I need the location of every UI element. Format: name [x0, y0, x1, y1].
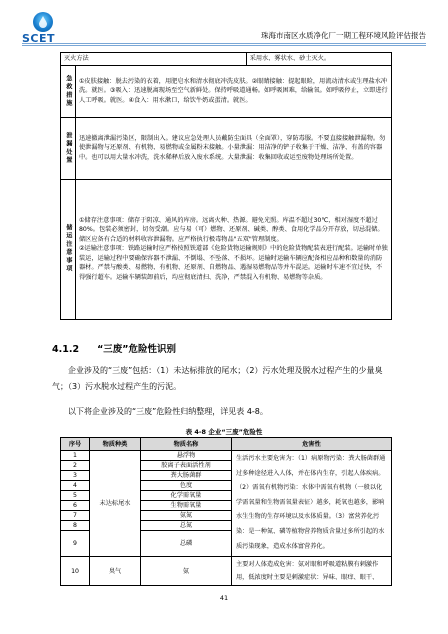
- substance-name: 生物需氧量: [141, 501, 232, 511]
- row-no: 1: [61, 451, 90, 461]
- substance-name: 悬浮物: [141, 451, 232, 461]
- category-spill-handling: 泄漏处置: [61, 117, 76, 179]
- header-title: 珠海市南区水质净化厂一期工程环境风险评估报告: [261, 31, 426, 40]
- col-header-hazard: 危害性: [232, 438, 392, 451]
- row-no: 5: [61, 491, 90, 501]
- reference-paragraph: 以下将企业涉及的“三废”危险性归纳整理，详见表 4-8。: [68, 407, 268, 416]
- col-header-kind: 物质种类: [90, 438, 141, 451]
- row-no: 10: [61, 557, 90, 586]
- substance-name: 色度: [141, 481, 232, 491]
- waste-hazard-table: [60, 437, 392, 586]
- section-heading: [52, 341, 176, 355]
- first-aid-text: ①皮肤接触：脱去污染的衣着，用肥皂水和清水彻底冲洗皮肤。②眼睛接触：提起眼睑，用流动清水或生理盐水冲洗。就医。③吸入：迅速脱离现场至空气新鲜处。保持呼吸道通畅。如呼吸困难，给输氧。如呼吸停止，立即进行人工呼吸。就医。④食入：用水漱口，给饮牛奶或蛋清。就医。: [76, 65, 392, 117]
- substance-name: 粪大肠菌群: [141, 471, 232, 481]
- chemical-safety-table: [60, 52, 392, 320]
- header-rule: [22, 43, 426, 44]
- storage-transport-cell: [76, 179, 392, 319]
- table-caption: 表 4-8 企业“三废”危险性: [185, 428, 263, 436]
- row-no: 9: [61, 531, 90, 557]
- transport-notes: ②运输注意事项：铁路运输时应严格按照铁道部《危险货物运输规则》中的危险货物配装表进行配装。运输时单独装运，运输过程中要确保容器不泄漏、不倒塌、不坠落、不损坏。运输时运输车辆应配备相应品种和数量的消防器材。严禁与酸类、易燃物、有机物、还原剂、自燃物品、遇湿易燃物品等并车混运。运输时车速不宜过快，不得强行超车。运输车辆装卸前后，均应彻底清扫、洗净，严禁混入有机物、易燃物等杂质。: [79, 245, 388, 282]
- kind-odor: 臭气: [90, 557, 141, 586]
- intro-paragraph: 企业涉及的“三废”包括：（1）未达标排放的尾水；（2）污水处理及脱水过程产生的少量臭气；（3）污水脱水过程产生的污泥。: [52, 366, 383, 391]
- header-rule-thin: [22, 45, 426, 46]
- category-storage-transport: 储运注意事项: [61, 179, 76, 319]
- page-number: 41: [219, 594, 229, 602]
- substance-name: 化学需氧量: [141, 491, 232, 501]
- substance-name: 氨氮: [141, 511, 232, 521]
- substance-name: 氨: [141, 557, 232, 586]
- fire-method-label: 灭火方法: [61, 53, 247, 66]
- logo-drop-icon: [38, 16, 48, 28]
- storage-notes: ①储存注意事项：储存于阴凉、通风的库房。远离火种、热源。避免光照。库温不超过30℃，相对湿度不超过80%。包装必须密封，切勿受潮。应与易（可）燃物、还原剂、碱类、醇类、食用化学品分开存放，切忌混储。储区应备有合适的材料收容泄漏物。应严格执行极毒物品"五双"管理制度。: [79, 216, 384, 243]
- row-no: 8: [61, 521, 90, 531]
- kind-tailwater: 未达标尾水: [90, 451, 141, 557]
- tailwater-hazard: 生活污水主要危害为：（1）病原物污染：粪大肠菌群通过多种途径进入人体，并在体内生存，引起人体疾病。（2）需氧有机物污染：水体中需氧有机物（一般以化学需氧量和生物需氧量表征）越多，耗氧也越多，影响水生生物的生存环境以及水体质量。（3）富营养化污染：是一种氮、磷等植物营养物质含量过多所引起的水质污染现象，造成水体富营养化。: [232, 451, 392, 557]
- fire-method-value: 采用水、雾状水、砂土灭火。: [246, 53, 391, 66]
- row-no: 3: [61, 471, 90, 481]
- col-header-name: 物质名称: [141, 438, 232, 451]
- row-no: 2: [61, 461, 90, 471]
- substance-name: 总氮: [141, 521, 232, 531]
- row-no: 4: [61, 481, 90, 491]
- col-header-no: 序号: [61, 438, 90, 451]
- substance-name: 胶离子表面活性剂: [141, 461, 232, 471]
- spill-handling-text: 迅速撤离泄漏污染区，限制出入。建议应急处理人员戴防尘面具（全面罩），穿防毒服。不要直接接触泄漏物。勿使泄漏物与还原剂、有机物、易燃物或金属粉末接触。小量泄漏：用洁净的铲子收集于干燥、洁净、有盖的容器中。也可以用大量水冲洗，洗水稀释后放入废水系统。大量泄漏：收集回收或运至废物处理场所处置。: [76, 117, 392, 179]
- scet-logo: [22, 12, 66, 46]
- section-title: “三废”危险性识别: [97, 344, 177, 355]
- odor-hazard: 主要对人体造成危害：氨对眼和呼吸道粘膜有刺激作用，低浓度时主要是刺激症状：异味、眼痒、眼干、: [232, 557, 392, 586]
- substance-name: 总磷: [141, 531, 232, 557]
- row-no: 6: [61, 501, 90, 511]
- logo-text: SCET: [22, 32, 56, 45]
- section-number: 4.1.2: [52, 344, 80, 355]
- row-no: 7: [61, 511, 90, 521]
- category-first-aid: 急救措施: [61, 65, 76, 117]
